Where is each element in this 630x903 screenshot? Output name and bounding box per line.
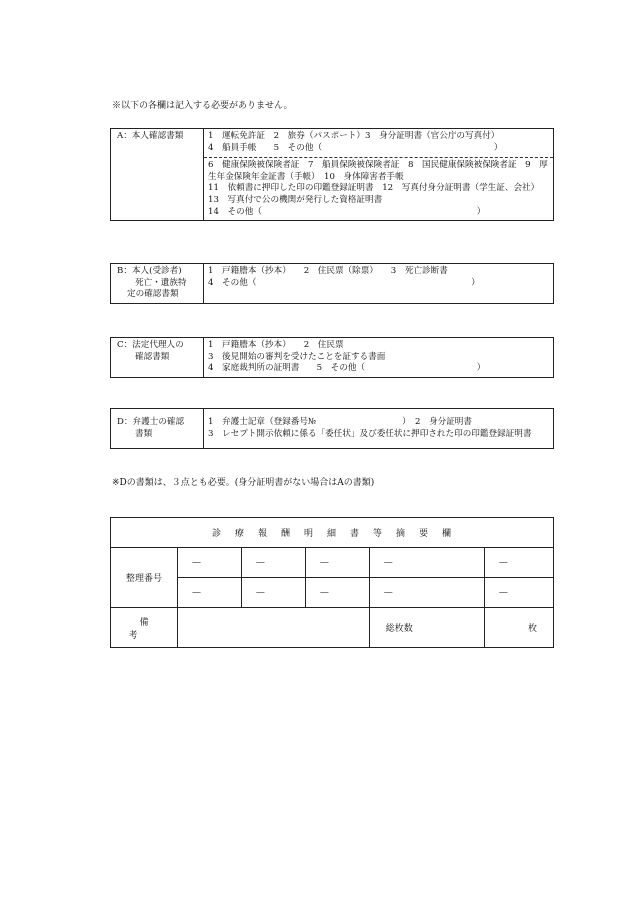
- seiri-cell: —: [178, 548, 242, 578]
- section-d-line1: 1 弁護士記章（登録番号№ ） 2 身分証明書: [208, 417, 472, 427]
- section-a-content: [204, 129, 554, 221]
- summary-table: [110, 517, 554, 648]
- section-c-line1: 1 戸籍謄本（抄本） 2 住民票: [208, 340, 344, 350]
- seiri-cell: —: [484, 578, 553, 608]
- seiri-label: 整理番号: [111, 548, 178, 608]
- seiri-cell: —: [178, 578, 242, 608]
- section-c-content: [204, 338, 554, 378]
- section-c-line3: 4 家庭裁判所の証明書 5 その他（ ）: [208, 363, 486, 374]
- note-top: ※以下の各欄は記入する必要がありません。: [112, 101, 293, 111]
- summary-title: 診療報酬明細書等摘要欄: [111, 518, 554, 548]
- dashed-divider: [204, 157, 553, 158]
- section-a-line3: 6 健康保険被保険者証 7 船員保険被保険者証 8 国民健康保険被保険者証 9 厚生年金保険年金証書（手帳） 10 身体障害者手帳: [208, 160, 548, 182]
- section-d-label: D：弁護士の確認 書類: [111, 409, 204, 449]
- section-b-line2: 4 その他（ ）: [208, 277, 480, 288]
- section-a-line4: 11 依頼書に押印した印の印鑑登録証明書 12 写真付身分証明書（学生証、会社） 13 写真付で公の機関が発行した資格証明書: [208, 183, 544, 205]
- section-a-line2: 4 船員手帳 5 その他（ ）: [208, 142, 503, 153]
- section-b-table: [110, 263, 554, 304]
- section-d-line2: 3 レセプト開示依頼に係る「委任状」及び委任状に押印された印の印鑑登録証明書: [208, 428, 532, 439]
- section-c-line2: 3 後見開始の審判を受けたことを証する書面: [208, 351, 386, 362]
- section-b-content: [204, 264, 554, 304]
- section-a-line5: 14 その他（ ）: [208, 206, 486, 217]
- section-d-table: [110, 408, 554, 449]
- seiri-cell: —: [241, 578, 305, 608]
- section-d-content: [204, 409, 554, 449]
- section-a-table: [110, 128, 554, 221]
- total-label: 総枚数: [369, 608, 484, 648]
- seiri-cell: —: [241, 548, 305, 578]
- section-a-label: A：本人確認書類: [111, 129, 204, 221]
- section-c-table: [110, 337, 554, 378]
- bikou-field[interactable]: [178, 608, 370, 648]
- section-b-label: B：本人(受診者) 死亡・遺族特 定の確認書類: [111, 264, 204, 304]
- section-b-line1: 1 戸籍謄本（抄本） 2 住民票（除票） 3 死亡診断書: [208, 266, 448, 276]
- note-after-d: ※Dの書類は、３点とも必要。(身分証明書がない場合はAの書類): [112, 478, 375, 488]
- seiri-cell: —: [369, 548, 484, 578]
- seiri-cell: —: [305, 578, 369, 608]
- seiri-cell: —: [305, 548, 369, 578]
- section-a-line1: 1 運転免許証 2 旅券（パスポート）3 身分証明書（官公庁の写真付）: [208, 131, 500, 141]
- seiri-cell: —: [369, 578, 484, 608]
- section-c-label: C：法定代理人の 確認書類: [111, 338, 204, 378]
- total-unit: 枚: [484, 608, 553, 648]
- bikou-label: 備考: [111, 608, 178, 648]
- seiri-cell: —: [484, 548, 553, 578]
